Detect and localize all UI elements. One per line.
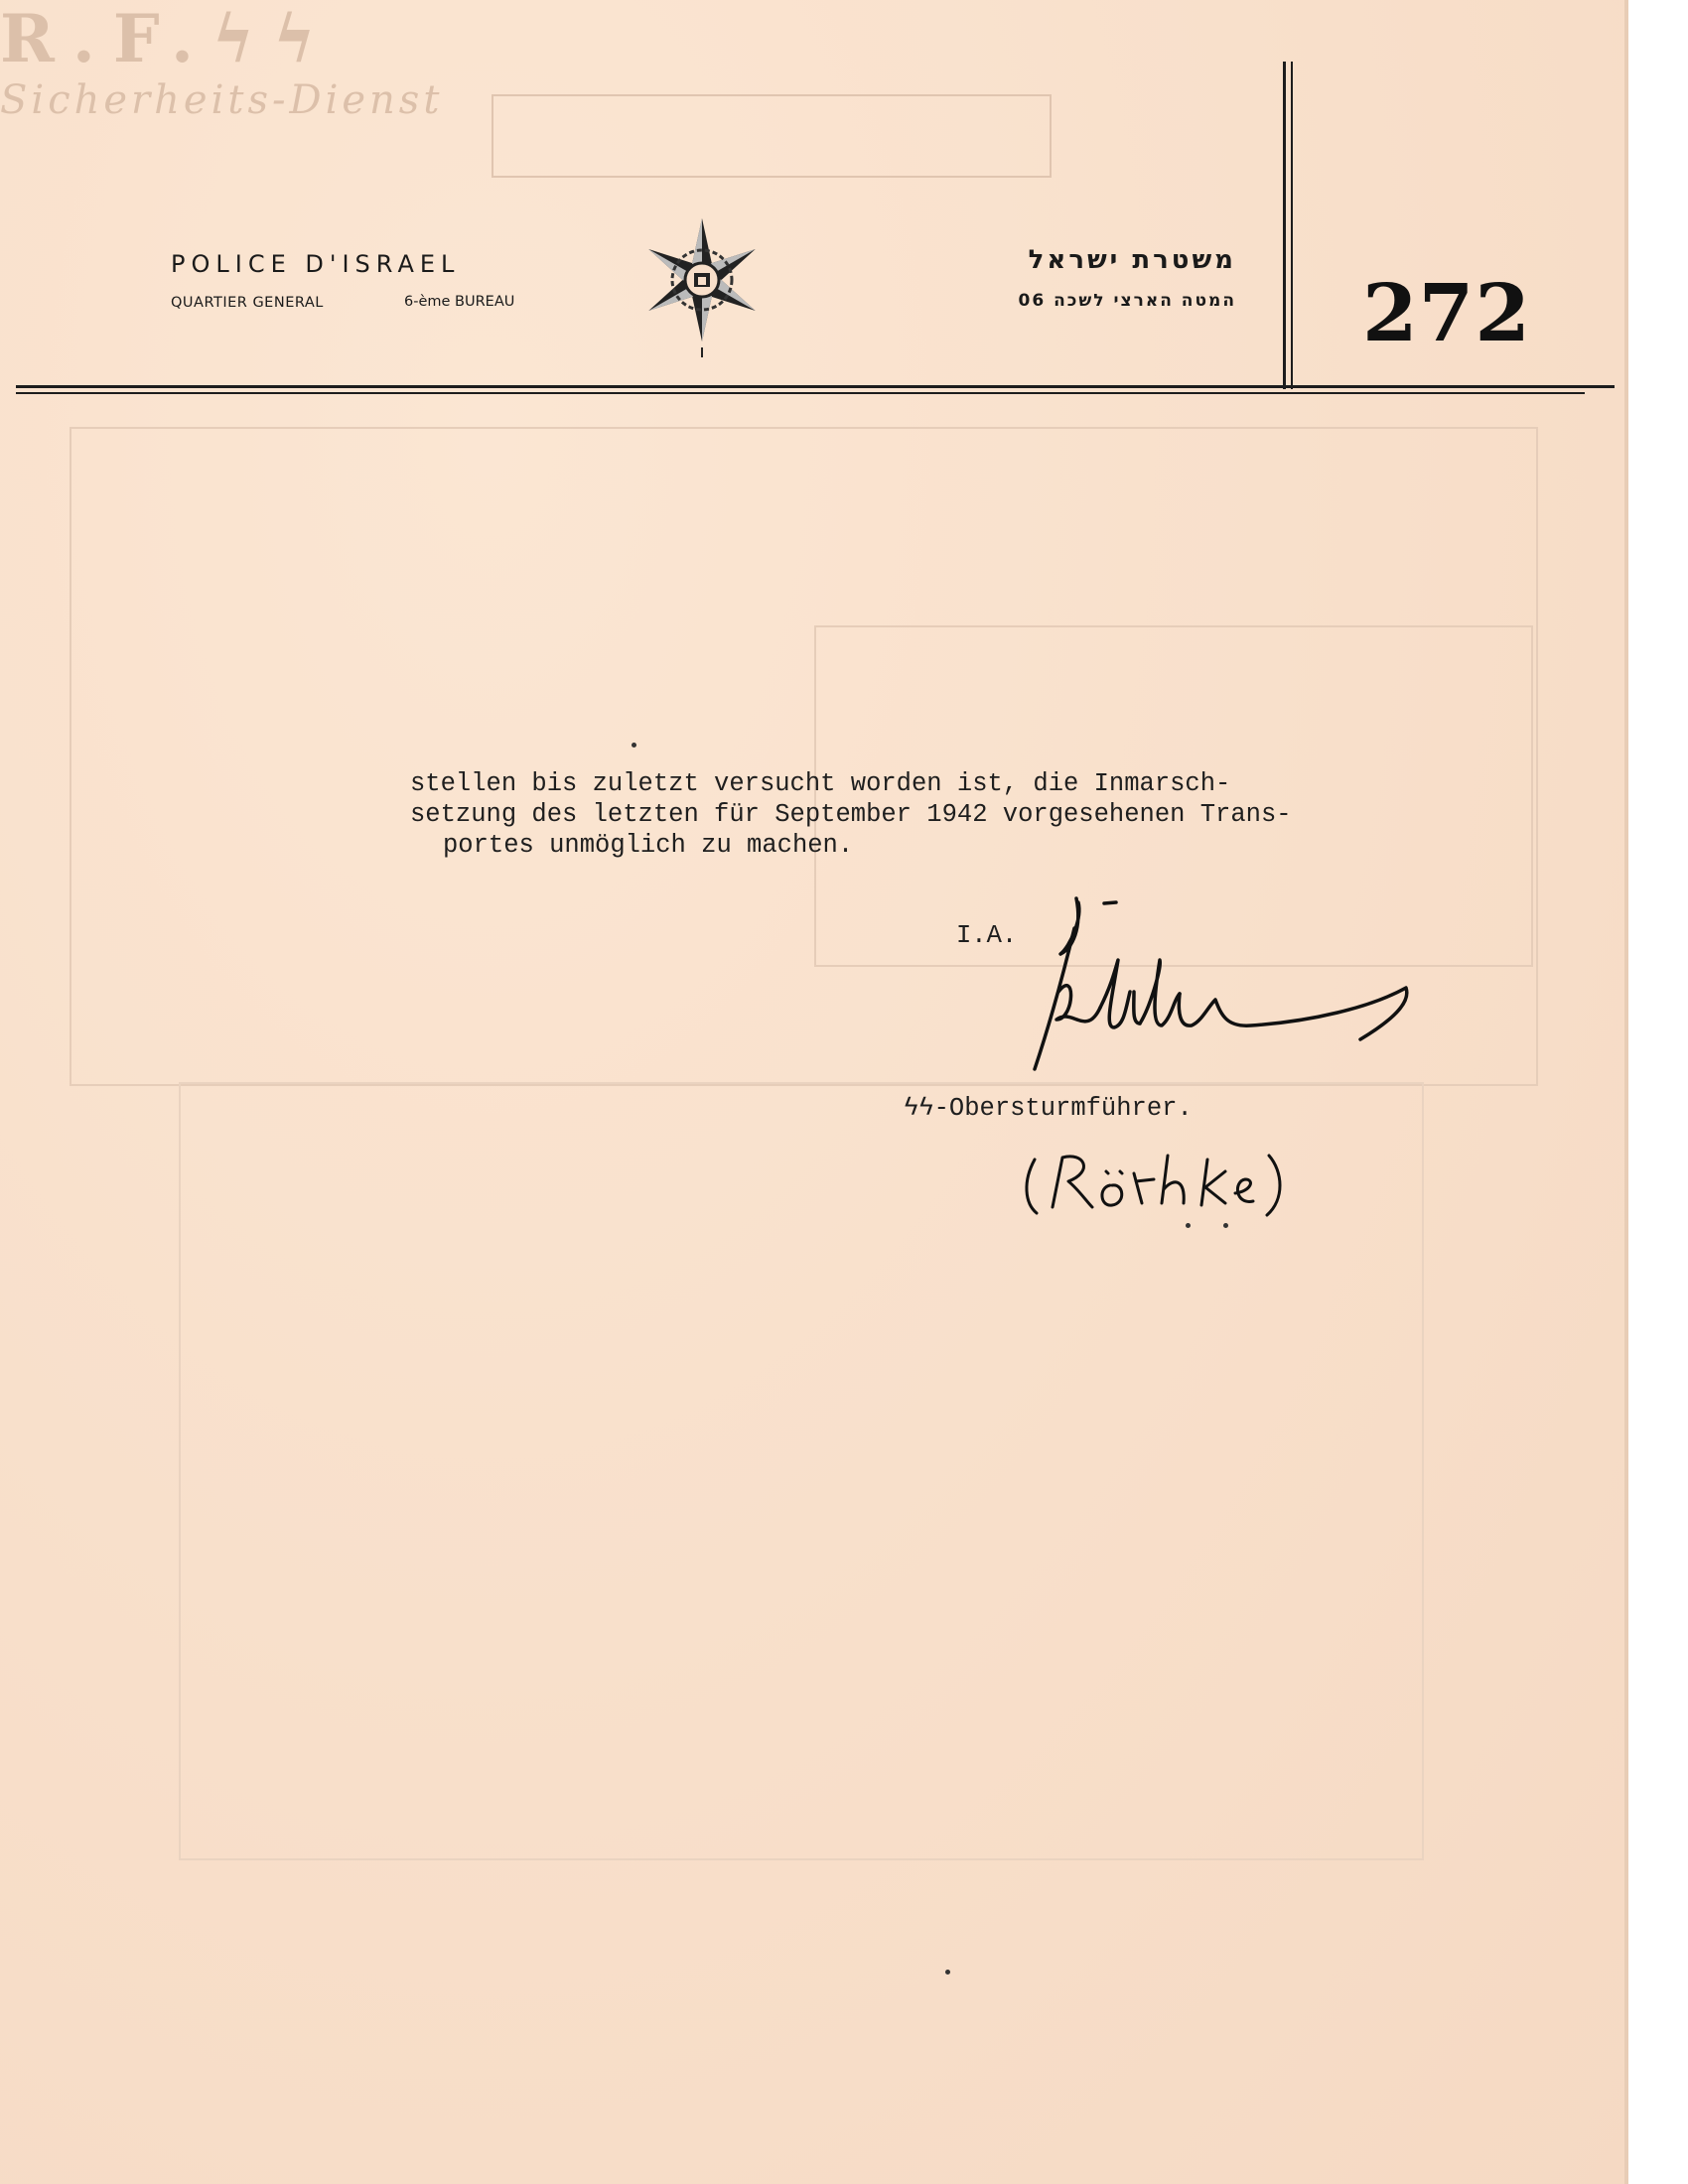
ghost-stamp-box: [492, 94, 1052, 178]
star-emblem-icon: [635, 208, 769, 357]
org-name-he: משטרת ישראל: [1028, 245, 1236, 275]
signature: [1013, 888, 1430, 1087]
ghost-heading: R.F.ϟϟ: [0, 0, 335, 77]
dept-name-fr: QUARTIER GENERAL: [171, 295, 324, 311]
body-line: stellen bis zuletzt versucht worden ist, die Inmarsch-: [410, 769, 1231, 798]
dept-name-he: המטה הארצי לשכה 06: [1018, 291, 1236, 311]
header-rule-top: [16, 385, 1615, 388]
org-name-fr: POLICE D'ISRAEL: [171, 250, 461, 278]
bureau-name-fr: 6-ème BUREAU: [404, 294, 515, 310]
body-line: setzung des letzten für September 1942 vorgesehenen Trans-: [410, 800, 1292, 829]
stray-mark: [1223, 1223, 1228, 1228]
body-line: portes unmöglich zu machen.: [443, 831, 854, 860]
handwritten-name: [1023, 1142, 1321, 1221]
stray-mark: [1186, 1223, 1191, 1228]
header-divider-left: [1283, 62, 1286, 389]
header-divider-right: [1291, 62, 1293, 389]
ghost-subheading: Sicherheits-Dienst: [0, 77, 444, 123]
stray-mark: [945, 1970, 950, 1975]
on-behalf-marker: I.A.: [956, 921, 1018, 950]
signatory-rank: ϟϟ-Obersturmführer.: [904, 1094, 1193, 1123]
document-number: 272: [1362, 266, 1531, 359]
header-rule-bottom: [16, 392, 1585, 394]
stray-mark: [632, 743, 636, 748]
